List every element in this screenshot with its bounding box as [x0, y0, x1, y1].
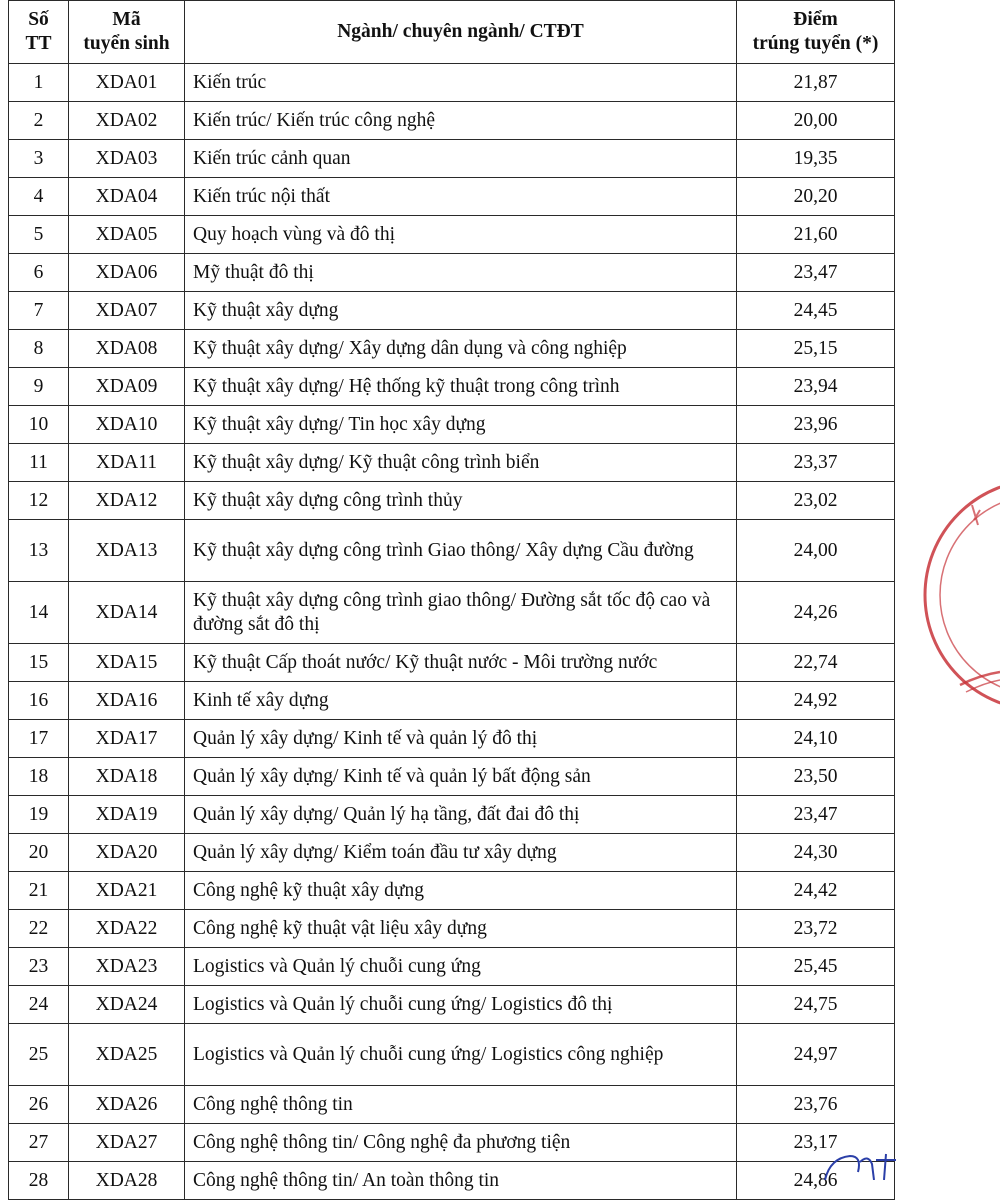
row-program-name: Kỹ thuật xây dựng công trình Giao thông/ Xây dựng Cầu đường [185, 520, 737, 582]
table-row [9, 834, 895, 872]
row-stt: 16 [9, 682, 69, 720]
header-score-line2: trúng tuyển (*) [752, 33, 879, 54]
header-code-line1: Mã [112, 9, 141, 30]
row-code: XDA02 [69, 102, 185, 140]
row-code: XDA08 [69, 330, 185, 368]
row-code: XDA04 [69, 178, 185, 216]
row-score: 20,20 [737, 178, 895, 216]
table-row [9, 644, 895, 682]
row-score: 23,17 [737, 1124, 895, 1162]
row-stt: 7 [9, 292, 69, 330]
table-row [9, 140, 895, 178]
header-stt [9, 1, 69, 64]
table-row [9, 292, 895, 330]
header-name: Ngành/ chuyên ngành/ CTĐT [185, 1, 737, 64]
row-program-name: Công nghệ thông tin/ An toàn thông tin [185, 1162, 737, 1200]
table-body [9, 64, 895, 1200]
row-score: 24,92 [737, 682, 895, 720]
row-score: 21,60 [737, 216, 895, 254]
row-program-name: Công nghệ thông tin [185, 1086, 737, 1124]
row-program-name: Quản lý xây dựng/ Kinh tế và quản lý đô thị [185, 720, 737, 758]
row-stt: 20 [9, 834, 69, 872]
row-program-name: Logistics và Quản lý chuỗi cung ứng/ Logistics công nghiệp [185, 1024, 737, 1086]
admission-scores-table [8, 0, 895, 1200]
table-row [9, 482, 895, 520]
row-program-name: Kỹ thuật xây dựng/ Kỹ thuật công trình biển [185, 444, 737, 482]
table-row [9, 910, 895, 948]
table-row [9, 178, 895, 216]
signature-mark [800, 1150, 930, 1180]
header-stt-line1: Số [28, 9, 49, 30]
row-code: XDA12 [69, 482, 185, 520]
row-score: 24,97 [737, 1024, 895, 1086]
row-program-name: Kỹ thuật xây dựng/ Hệ thống kỹ thuật trong công trình [185, 368, 737, 406]
row-program-name: Logistics và Quản lý chuỗi cung ứng [185, 948, 737, 986]
header-code-line2: tuyển sinh [83, 33, 170, 54]
row-stt: 23 [9, 948, 69, 986]
row-stt: 6 [9, 254, 69, 292]
row-code: XDA06 [69, 254, 185, 292]
header-score-line1: Điểm [793, 9, 838, 30]
row-code: XDA28 [69, 1162, 185, 1200]
header-score [737, 1, 895, 64]
row-score: 24,42 [737, 872, 895, 910]
row-score: 24,75 [737, 986, 895, 1024]
table-row [9, 1162, 895, 1200]
table-row [9, 1024, 895, 1086]
row-program-name: Kỹ thuật xây dựng/ Xây dựng dân dụng và công nghiệp [185, 330, 737, 368]
row-code: XDA17 [69, 720, 185, 758]
row-code: XDA20 [69, 834, 185, 872]
row-stt: 28 [9, 1162, 69, 1200]
row-stt: 8 [9, 330, 69, 368]
row-stt: 18 [9, 758, 69, 796]
table-row [9, 444, 895, 482]
row-score: 19,35 [737, 140, 895, 178]
row-code: XDA10 [69, 406, 185, 444]
header-stt-line2: TT [25, 33, 52, 54]
row-score: 23,96 [737, 406, 895, 444]
row-score: 24,26 [737, 582, 895, 644]
row-code: XDA05 [69, 216, 185, 254]
row-stt: 1 [9, 64, 69, 102]
row-code: XDA16 [69, 682, 185, 720]
row-stt: 5 [9, 216, 69, 254]
official-seal [900, 480, 1000, 740]
row-program-name: Quản lý xây dựng/ Kinh tế và quản lý bất động sản [185, 758, 737, 796]
row-code: XDA19 [69, 796, 185, 834]
row-code: XDA21 [69, 872, 185, 910]
row-stt: 21 [9, 872, 69, 910]
row-score: 23,47 [737, 254, 895, 292]
row-program-name: Logistics và Quản lý chuỗi cung ứng/ Logistics đô thị [185, 986, 737, 1024]
row-program-name: Quy hoạch vùng và đô thị [185, 216, 737, 254]
row-program-name: Kỹ thuật xây dựng công trình thủy [185, 482, 737, 520]
table-row [9, 872, 895, 910]
table-row [9, 758, 895, 796]
header-code [69, 1, 185, 64]
row-code: XDA14 [69, 582, 185, 644]
table-header-row [9, 1, 895, 64]
table-row [9, 720, 895, 758]
table-row [9, 64, 895, 102]
table-row [9, 1086, 895, 1124]
row-code: XDA07 [69, 292, 185, 330]
table-row [9, 948, 895, 986]
row-stt: 27 [9, 1124, 69, 1162]
row-stt: 12 [9, 482, 69, 520]
row-program-name: Kinh tế xây dựng [185, 682, 737, 720]
row-stt: 2 [9, 102, 69, 140]
row-code: XDA15 [69, 644, 185, 682]
row-stt: 4 [9, 178, 69, 216]
row-stt: 9 [9, 368, 69, 406]
row-stt: 17 [9, 720, 69, 758]
table-row [9, 582, 895, 644]
row-score: 24,30 [737, 834, 895, 872]
row-score: 24,00 [737, 520, 895, 582]
row-score: 23,94 [737, 368, 895, 406]
row-score: 23,02 [737, 482, 895, 520]
row-code: XDA13 [69, 520, 185, 582]
table-row [9, 520, 895, 582]
table-row [9, 216, 895, 254]
row-score: 24,86 [737, 1162, 895, 1200]
row-score: 25,15 [737, 330, 895, 368]
row-score: 23,76 [737, 1086, 895, 1124]
row-program-name: Kỹ thuật xây dựng/ Tin học xây dựng [185, 406, 737, 444]
row-program-name: Mỹ thuật đô thị [185, 254, 737, 292]
row-code: XDA26 [69, 1086, 185, 1124]
row-score: 22,74 [737, 644, 895, 682]
row-stt: 24 [9, 986, 69, 1024]
row-code: XDA23 [69, 948, 185, 986]
table-row [9, 682, 895, 720]
row-stt: 14 [9, 582, 69, 644]
row-code: XDA27 [69, 1124, 185, 1162]
row-program-name: Kiến trúc/ Kiến trúc công nghệ [185, 102, 737, 140]
table-row [9, 406, 895, 444]
row-stt: 10 [9, 406, 69, 444]
row-code: XDA22 [69, 910, 185, 948]
row-score: 20,00 [737, 102, 895, 140]
row-score: 23,47 [737, 796, 895, 834]
row-score: 24,10 [737, 720, 895, 758]
row-score: 24,45 [737, 292, 895, 330]
row-program-name: Kiến trúc cảnh quan [185, 140, 737, 178]
row-score: 25,45 [737, 948, 895, 986]
table-row [9, 796, 895, 834]
table-row [9, 368, 895, 406]
row-code: XDA11 [69, 444, 185, 482]
row-program-name: Công nghệ kỹ thuật vật liệu xây dựng [185, 910, 737, 948]
row-score: 23,50 [737, 758, 895, 796]
row-score: 21,87 [737, 64, 895, 102]
row-score: 23,72 [737, 910, 895, 948]
row-code: XDA18 [69, 758, 185, 796]
row-code: XDA01 [69, 64, 185, 102]
seal-icon [900, 480, 1000, 740]
row-stt: 13 [9, 520, 69, 582]
table-row [9, 254, 895, 292]
table-row [9, 102, 895, 140]
row-stt: 3 [9, 140, 69, 178]
row-code: XDA24 [69, 986, 185, 1024]
row-program-name: Công nghệ kỹ thuật xây dựng [185, 872, 737, 910]
row-stt: 25 [9, 1024, 69, 1086]
row-stt: 22 [9, 910, 69, 948]
row-stt: 19 [9, 796, 69, 834]
table-row [9, 1124, 895, 1162]
row-score: 23,37 [737, 444, 895, 482]
row-program-name: Kiến trúc nội thất [185, 178, 737, 216]
row-code: XDA03 [69, 140, 185, 178]
row-program-name: Kỹ thuật xây dựng công trình giao thông/ Đường sắt tốc độ cao và đường sắt đô thị [185, 582, 737, 644]
row-stt: 26 [9, 1086, 69, 1124]
row-program-name: Kiến trúc [185, 64, 737, 102]
row-stt: 11 [9, 444, 69, 482]
row-program-name: Kỹ thuật Cấp thoát nước/ Kỹ thuật nước - Môi trường nước [185, 644, 737, 682]
row-stt: 15 [9, 644, 69, 682]
table-row [9, 986, 895, 1024]
row-program-name: Công nghệ thông tin/ Công nghệ đa phương tiện [185, 1124, 737, 1162]
signature-icon [800, 1150, 930, 1180]
row-program-name: Kỹ thuật xây dựng [185, 292, 737, 330]
row-program-name: Quản lý xây dựng/ Quản lý hạ tầng, đất đai đô thị [185, 796, 737, 834]
row-code: XDA09 [69, 368, 185, 406]
row-program-name: Quản lý xây dựng/ Kiểm toán đầu tư xây dựng [185, 834, 737, 872]
table-row [9, 330, 895, 368]
row-code: XDA25 [69, 1024, 185, 1086]
